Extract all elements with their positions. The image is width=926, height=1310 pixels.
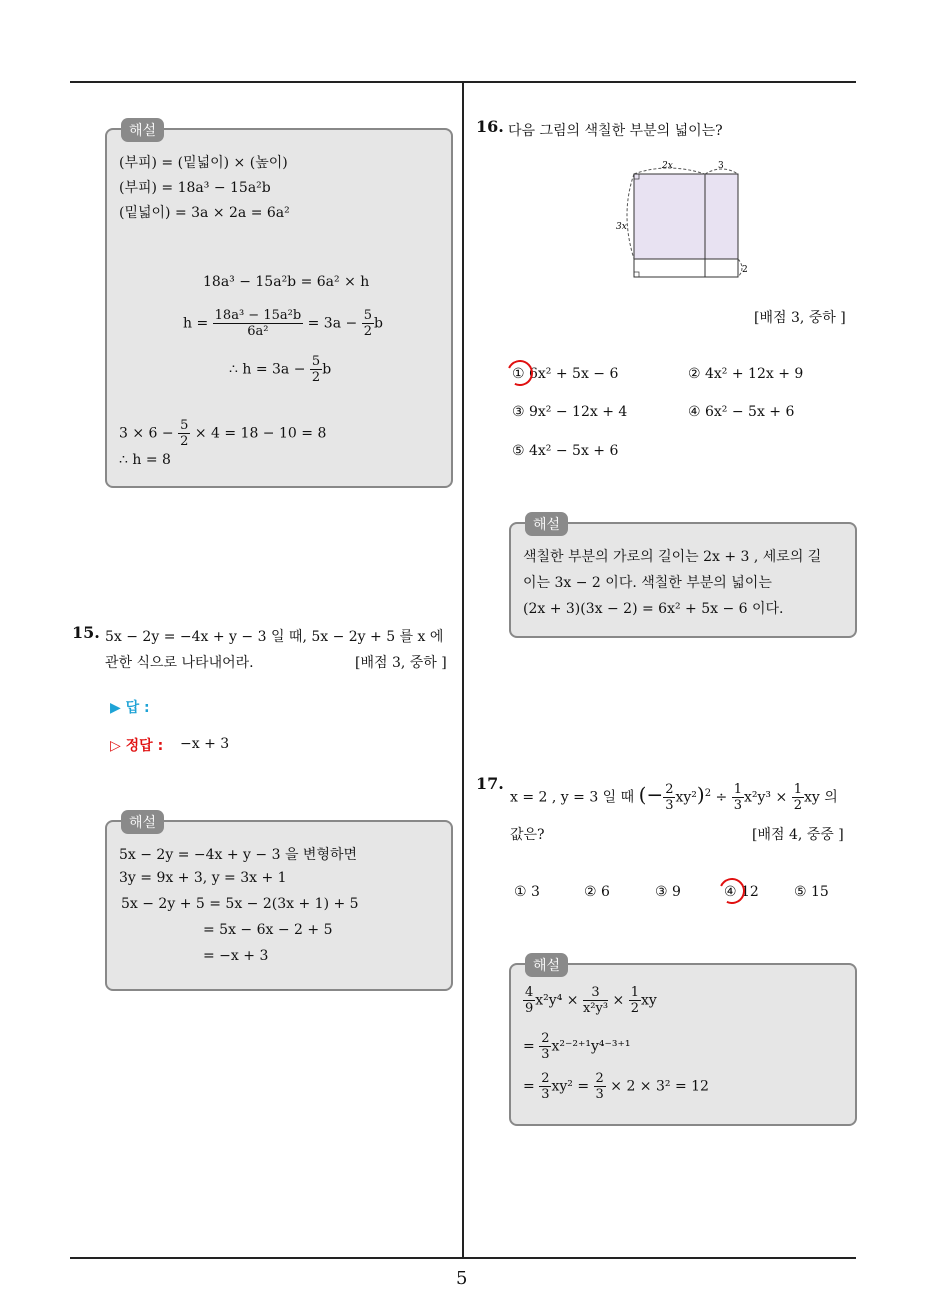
- option-1[interactable]: ① 6x² + 5x − 6: [512, 366, 619, 382]
- solution-line: (부피) = (밑넓이) × (높이): [119, 155, 288, 171]
- option-2[interactable]: ② 6: [584, 884, 610, 900]
- solution-line: 색칠한 부분의 가로의 길이는 2x + 3 , 세로의 길: [523, 549, 822, 565]
- answer-label: ▶ 답 :: [110, 700, 150, 716]
- option-5[interactable]: ⑤ 4x² − 5x + 6: [512, 443, 619, 459]
- solution-line: 3y = 9x + 3, y = 3x + 1: [119, 870, 287, 886]
- question-text: 값은?: [510, 827, 545, 843]
- figure-label-2: 2: [742, 265, 748, 275]
- figure-label-3x: 3x: [616, 222, 627, 232]
- area-figure: [612, 154, 752, 284]
- solution-tag: 해설: [525, 512, 568, 536]
- solution-equation: ∴ h = 3a − $\frac{5}{2}$ b: [229, 354, 332, 385]
- option-5[interactable]: ⑤ 15: [794, 884, 829, 900]
- question-number: 15.: [72, 623, 100, 642]
- figure-label-3: 3: [718, 161, 724, 171]
- solution-line: (밑넓이) = 3a × 2a = 6a²: [119, 205, 290, 221]
- solution-line: 5x − 2y + 5 = 5x − 2(3x + 1) + 5: [121, 896, 359, 912]
- solution-line: ∴ h = 8: [119, 452, 171, 468]
- selected-answer-circle: [503, 356, 536, 389]
- solution-line: = 5x − 6x − 2 + 5: [203, 922, 333, 938]
- solution-line: 5x − 2y = −4x + y − 3 을 변형하면: [119, 847, 358, 863]
- solution-equation: 3 × 6 − $\frac{5}{2}$ × 4 = 18 − 10 = 8: [119, 418, 327, 449]
- solution-box-q15: [105, 815, 453, 991]
- question-text: 5x − 2y = −4x + y − 3 일 때, 5x − 2y + 5 를 x 에: [105, 629, 444, 645]
- solution-tag: 해설: [525, 953, 568, 977]
- option-3[interactable]: ③ 9x² − 12x + 4: [512, 404, 628, 420]
- solution-line: 이는 3x − 2 이다. 색칠한 부분의 넓이는: [523, 575, 772, 591]
- question-number: 16.: [476, 117, 504, 136]
- selected-answer-circle: [715, 874, 748, 907]
- figure-label-2x: 2x: [662, 161, 673, 171]
- question-meta: [배점 3, 중하 ]: [355, 655, 447, 671]
- solution-tag: 해설: [121, 118, 164, 142]
- solution-equation: h = $\frac{\text{18a³ − 15a²b}}{\text{6a²}}$ = 3a − $\frac{5}{2}$ b: [183, 308, 383, 339]
- question-number: 17.: [476, 774, 504, 793]
- solution-box-q17: [509, 958, 857, 1126]
- option-4[interactable]: ④ 6x² − 5x + 6: [688, 404, 795, 420]
- solution-equation: 18a³ − 15a²b = 6a² × h: [203, 274, 370, 290]
- solution-line: = −x + 3: [203, 948, 269, 964]
- option-4[interactable]: ④ 12: [724, 884, 759, 900]
- solution-line: (2x + 3)(3x − 2) = 6x² + 5x − 6 이다.: [523, 601, 784, 617]
- option-1[interactable]: ① 3: [514, 884, 540, 900]
- question-text: 관한 식으로 나타내어라.: [105, 655, 254, 671]
- question-meta: [배점 4, 중중 ]: [752, 827, 844, 843]
- question-text: 다음 그림의 색칠한 부분의 넓이는?: [508, 123, 723, 139]
- solution-equation: = $\frac{2}{3}$ xy² = $\frac{2}{3}$ × 2 × 3² = 12: [523, 1071, 709, 1102]
- question-meta: [배점 3, 중하 ]: [754, 310, 846, 326]
- page-number: 5: [456, 1268, 468, 1289]
- option-3[interactable]: ③ 9: [655, 884, 681, 900]
- solution-box-q14: [105, 123, 453, 488]
- correct-answer-label: ▷ 정답 :: [110, 738, 164, 754]
- column-divider: [462, 82, 464, 1258]
- option-2[interactable]: ② 4x² + 12x + 9: [688, 366, 804, 382]
- solution-box-q16: [509, 517, 857, 638]
- solution-line: (부피) = 18a³ − 15a²b: [119, 180, 271, 196]
- bottom-rule: [70, 1257, 856, 1259]
- question-text: x = 2 , y = 3 일 때 (− $\frac{2}{3}$ xy²)$^2$ ÷ $\frac{1}{3}$ x²y³ × $\frac{1}{2}$ xy 의: [510, 782, 838, 813]
- solution-tag: 해설: [121, 810, 164, 834]
- solution-equation: $\frac{4}{9}$ x²y⁴ × $\frac{3}{\text{x²y³}}$ × $\frac{1}{2}$ xy: [525, 985, 657, 1016]
- solution-equation: = $\frac{2}{3}$ x²⁻²⁺¹y⁴⁻³⁺¹: [523, 1031, 631, 1062]
- correct-answer-value: −x + 3: [180, 736, 230, 752]
